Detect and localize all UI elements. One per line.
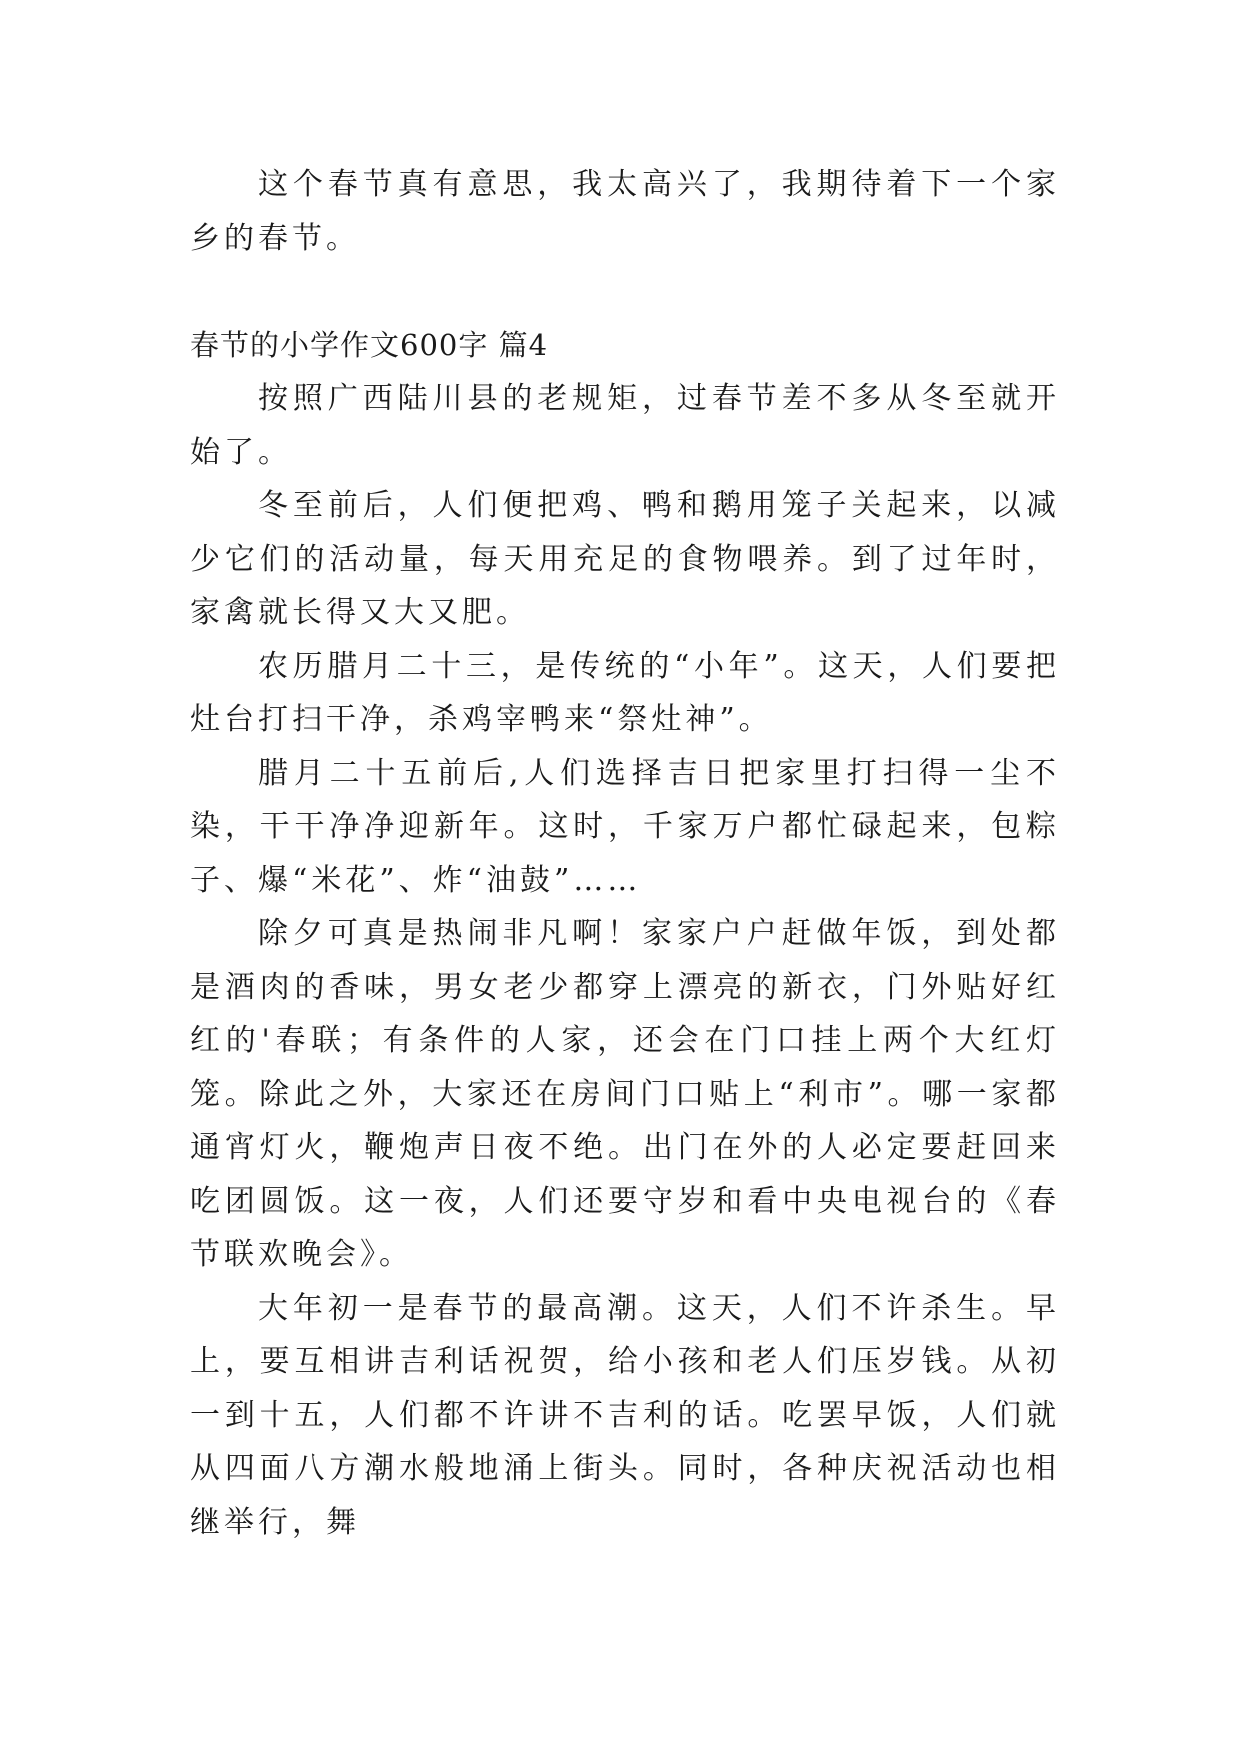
paragraph: 这个春节真有意思，我太高兴了，我期待着下一个家乡的春节。	[190, 167, 1060, 256]
section-spacer	[190, 265, 1060, 319]
paragraph: 按照广西陆川县的老规矩，过春节差不多从冬至就开始了。	[190, 381, 1060, 470]
document-body	[190, 158, 1060, 1549]
section-heading: 春节的小学作文600字 篇4	[190, 327, 549, 362]
paragraph: 农历腊月二十三，是传统的“小年”。这天，人们要把灶台打扫干净，杀鸡宰鸭来“祭灶神”。	[190, 648, 1060, 737]
paragraph: 冬至前后，人们便把鸡、鸭和鹅用笼子关起来，以减少它们的活动量，每天用充足的食物喂养。到了过年时，家禽就长得又大又肥。	[190, 488, 1060, 630]
paragraph: 除夕可真是热闹非凡啊！家家户户赶做年饭，到处都是酒肉的香味，男女老少都穿上漂亮的新衣，门外贴好红红的'春联；有条件的人家，还会在门口挂上两个大红灯笼。除此之外，大家还在房间门口贴上“利市”。哪一家都通宵灯火，鞭炮声日夜不绝。出门在外的人必定要赶回来吃团圆饭。这一夜，人们还要守岁和看中央电视台的《春节联欢晚会》。	[190, 916, 1060, 1272]
paragraph: 大年初一是春节的最高潮。这天，人们不许杀生。早上，要互相讲吉利话祝贺，给小孩和老人们压岁钱。从初一到十五，人们都不许讲不吉利的话。吃罢早饭，人们就从四面八方潮水般地涌上街头。同时，各种庆祝活动也相继举行，舞	[190, 1290, 1060, 1540]
paragraph: 腊月二十五前后,人们选择吉日把家里打扫得一尘不染，干干净净迎新年。这时，千家万户都忙碌起来，包粽子、爆“米花”、炸“油鼓”……	[190, 755, 1060, 898]
